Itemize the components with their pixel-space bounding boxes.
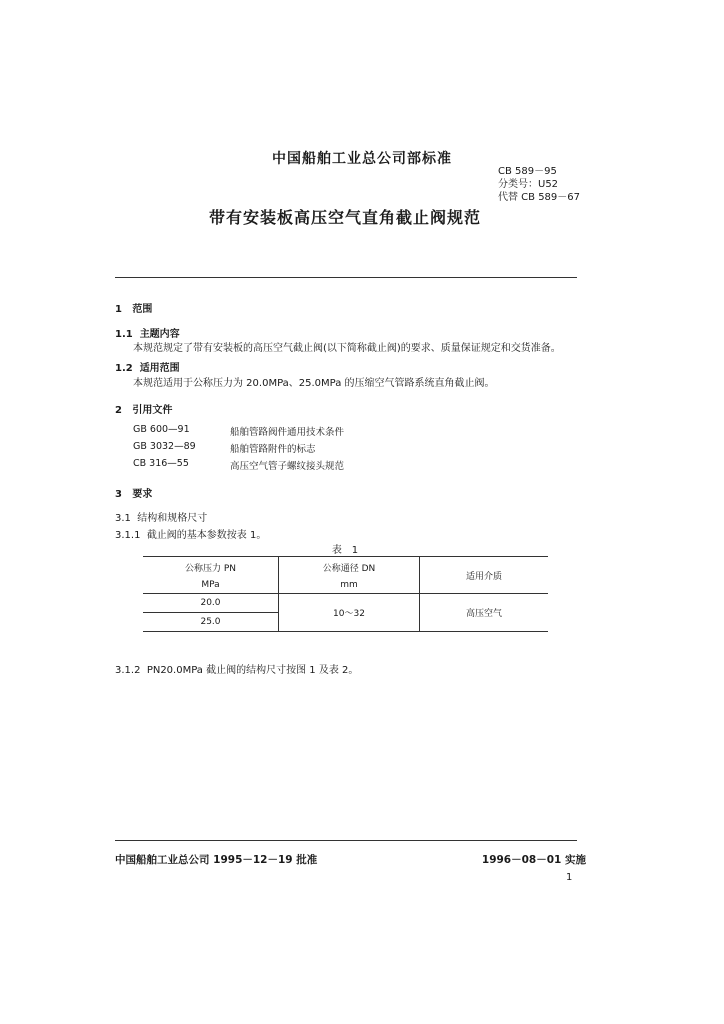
section-title: 引用文件 xyxy=(132,405,173,416)
reference-name: 高压空气管子螺纹接头规范 xyxy=(230,461,345,472)
parameter-table xyxy=(143,556,548,632)
table-cell-diameter: 10～32 xyxy=(279,594,420,632)
section-number: 3.1 xyxy=(115,513,131,524)
standard-code: CB 589－95 xyxy=(498,166,557,177)
header-line: 公称压力 PN xyxy=(184,563,237,574)
section-title: 范围 xyxy=(132,304,153,315)
section-title: 主题内容 xyxy=(139,329,180,340)
header-line: 公称通径 DN xyxy=(322,563,376,574)
section-1-heading xyxy=(115,300,152,315)
section-number: 3.1.1 xyxy=(115,530,141,541)
footer-divider xyxy=(115,840,577,841)
reference-code: CB 316—55 xyxy=(133,458,189,469)
section-3-1-2 xyxy=(115,661,358,676)
section-title: 结构和规格尺寸 xyxy=(137,513,208,524)
table-cell-pressure: 20.0 xyxy=(143,594,279,613)
section-body: 截止阀的基本参数按表 1。 xyxy=(146,530,267,541)
table-caption: 表 1 xyxy=(331,545,359,556)
section-3-1-heading xyxy=(115,509,207,524)
section-3-heading xyxy=(115,485,152,500)
reference-code: GB 3032—89 xyxy=(133,441,196,452)
section-title: 要求 xyxy=(132,489,153,500)
header-unit: mm xyxy=(340,579,358,590)
section-number: 1.1 xyxy=(115,329,133,340)
section-2-heading xyxy=(115,401,172,416)
replaces-code: 代替 CB 589－67 xyxy=(498,192,581,203)
section-1-2-body: 本规范适用于公称压力为 20.0MPa、25.0MPa 的压缩空气管路系统直角截止阀。 xyxy=(133,378,495,389)
section-title: 适用范围 xyxy=(139,363,180,374)
table-header-medium: 适用介质 xyxy=(420,557,549,594)
document-title: 带有安装板高压空气直角截止阀规范 xyxy=(208,208,481,227)
table-header-pressure xyxy=(143,557,279,594)
reference-code: GB 600—91 xyxy=(133,424,190,435)
section-number: 2 xyxy=(115,405,122,416)
reference-name: 船舶管路附件的标志 xyxy=(230,444,316,455)
table-header-diameter xyxy=(279,557,420,594)
section-1-1-heading xyxy=(115,325,180,340)
section-number: 3 xyxy=(115,489,122,500)
section-number: 1.2 xyxy=(115,363,133,374)
organization-title: 中国船舶工业总公司部标准 xyxy=(272,151,452,167)
section-1-2-heading xyxy=(115,359,180,374)
table-cell-pressure: 25.0 xyxy=(143,613,279,632)
effective-date: 1996－08－01 实施 xyxy=(481,854,586,866)
section-number: 1 xyxy=(115,304,122,315)
classification-code: 分类号：U52 xyxy=(498,179,559,190)
standard-codes xyxy=(498,165,580,204)
section-number: 3.1.2 xyxy=(115,665,141,676)
table-cell-medium: 高压空气 xyxy=(420,594,549,632)
section-1-1-body: 本规范规定了带有安装板的高压空气截止阀(以下简称截止阀)的要求、质量保证规定和交货准备。 xyxy=(133,343,561,354)
page-number: 1 xyxy=(566,872,573,883)
section-body: PN20.0MPa 截止阀的结构尺寸按图 1 及表 2。 xyxy=(146,665,359,676)
section-3-1-1 xyxy=(115,526,266,541)
reference-name: 船舶管路阀件通用技术条件 xyxy=(230,427,345,438)
approval-date: 中国船舶工业总公司 1995－12－19 批准 xyxy=(115,854,318,866)
header-unit: MPa xyxy=(201,579,220,590)
header-divider xyxy=(115,277,577,278)
